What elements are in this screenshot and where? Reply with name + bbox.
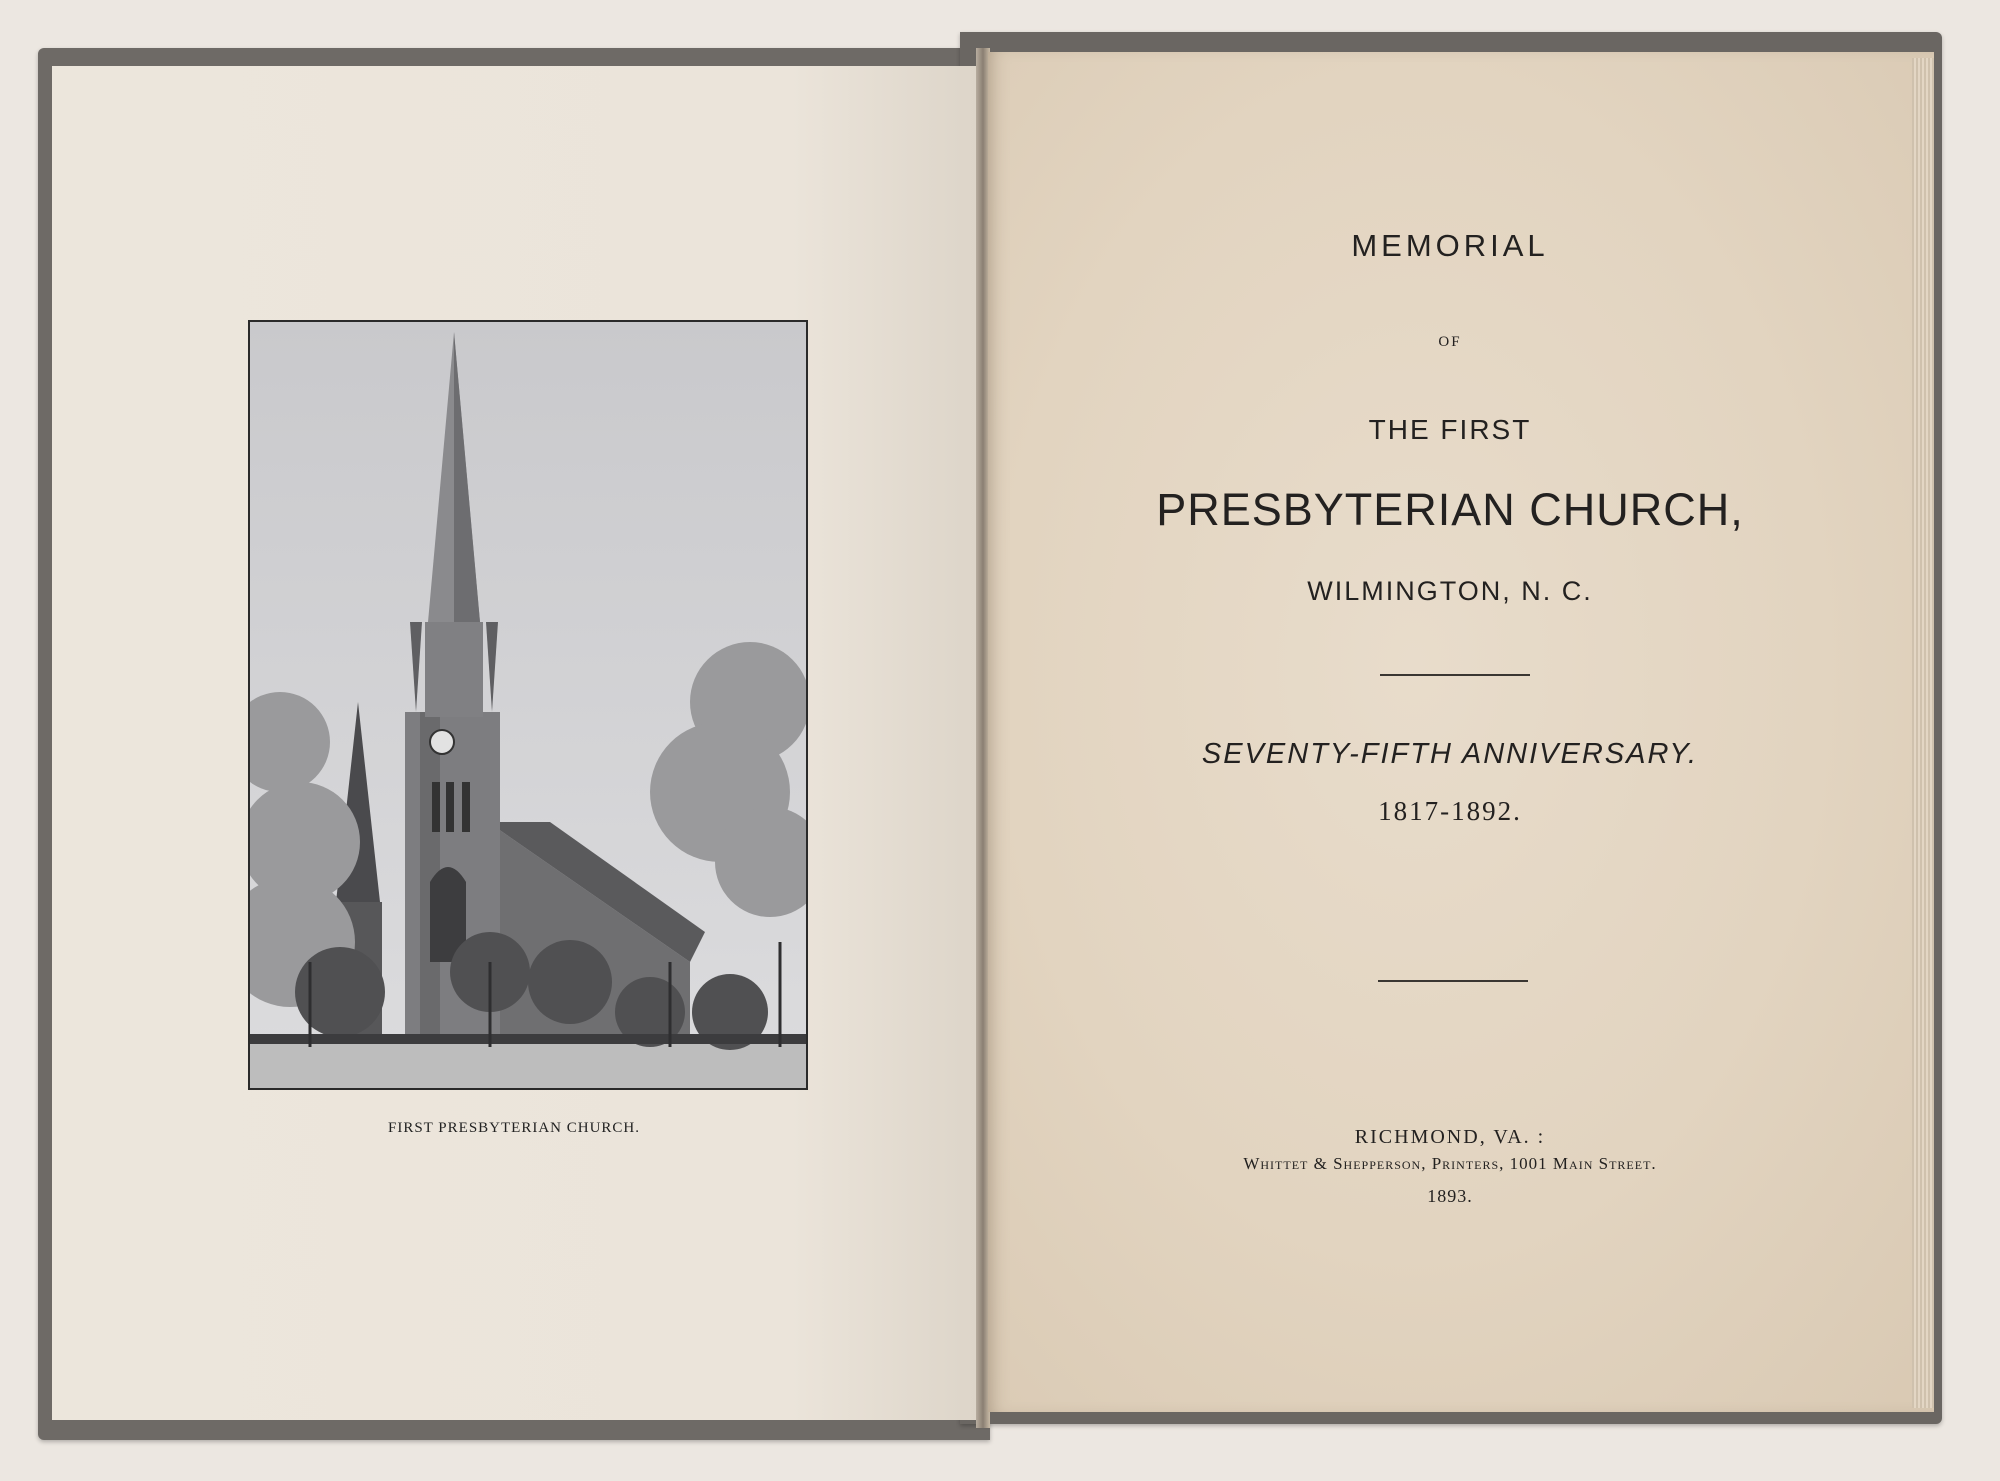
imprint-place: RICHMOND, VA. : <box>1354 1126 1546 1148</box>
title-city: WILMINGTON, N. C. <box>1307 576 1593 606</box>
church-engraving <box>248 320 808 1090</box>
frontispiece-caption: FIRST PRESBYTERIAN CHURCH. <box>387 1120 641 1136</box>
imprint-year: 1893. <box>1427 1186 1473 1206</box>
page-edges <box>1912 58 1934 1408</box>
title-years: 1817-1892. <box>1378 796 1522 826</box>
title-anniversary: SEVENTY-FIFTH ANNIVERSARY. <box>1201 738 1699 770</box>
title-rule-upper <box>1380 674 1530 676</box>
title-memorial: MEMORIAL <box>1351 228 1549 263</box>
title-the-first: THE FIRST <box>1368 414 1532 445</box>
title-of: OF <box>1438 334 1462 350</box>
title-church-name: PRESBYTERIAN CHURCH, <box>1156 484 1744 535</box>
imprint-printer: Whittet & Shepperson, Printers, 1001 Main Street. <box>1243 1154 1657 1173</box>
church-engraving-icon <box>250 322 806 1088</box>
title-rule-lower <box>1378 980 1528 982</box>
